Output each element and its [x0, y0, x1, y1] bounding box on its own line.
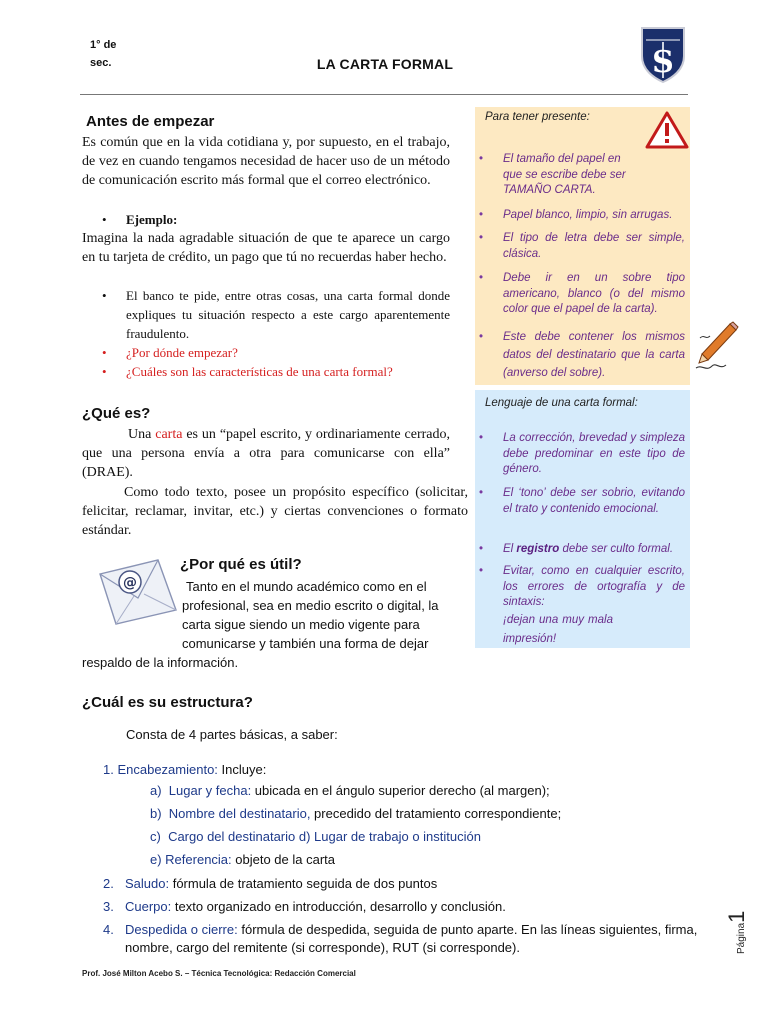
- grade-line-2: sec.: [90, 57, 112, 69]
- structure-item-1: [103, 761, 683, 779]
- item-1-text: Incluye:: [217, 762, 267, 777]
- why-paragraph: [82, 577, 468, 672]
- grade-line-1: 1° de: [90, 39, 117, 51]
- structure-sub-b: [150, 805, 690, 823]
- pencil-writing-icon: [694, 318, 740, 374]
- intro-paragraph-2: Imagina la nada agradable situación de que te aparece un cargo en tu tarjeta de crédito, un pago que tú no recuerdas haber hecho.: [82, 231, 450, 265]
- item-4-text: fórmula de despedida, seguida de punto aparte. En las líneas siguientes, firma, nombre, cargo del remitente (si corresponde), RUT (si corresponde).: [125, 922, 698, 955]
- language-item-2-text: El ‘tono’ debe ser sobrio, evitando el trato y contenido emocional.: [503, 487, 685, 515]
- sub-a-label: Lugar y fecha:: [168, 783, 252, 798]
- grade-label: [90, 36, 140, 72]
- item-1-number: 1.: [103, 762, 114, 777]
- sub-a-marker: a): [150, 783, 169, 798]
- language-item-4-text: [503, 564, 685, 649]
- item-2-text: fórmula de tratamiento seguida de dos puntos: [169, 876, 438, 891]
- structure-sub-a: [150, 782, 690, 800]
- svg-text:S: S: [652, 45, 674, 80]
- sub-e-text: objeto de la carta: [231, 852, 336, 867]
- note-box-present-heading: Para tener presente:: [485, 111, 590, 123]
- what-paragraph-1: [82, 425, 450, 482]
- page-label: Página: [736, 922, 747, 954]
- section-intro-title: Antes de empezar: [86, 113, 215, 130]
- sub-b-marker: b): [150, 806, 169, 821]
- what-p1-after: es un “papel escrito, y ordinariamente cerrado, que una persona envía a otra para comunicarse con ella” (DRAE).: [82, 427, 450, 480]
- svg-text:@: @: [123, 575, 137, 591]
- footer-credit: Prof. José Milton Acebo S. – Técnica Tecnológica: Redacción Comercial: [82, 969, 356, 978]
- page-title: LA CARTA FORMAL: [316, 56, 454, 72]
- why-text-wrap-spacer: [82, 577, 182, 653]
- structure-item-4: [103, 921, 700, 957]
- item-3-label: Cuerpo:: [125, 899, 172, 914]
- section-what-title: ¿Qué es?: [82, 405, 151, 422]
- note-box-language-heading: Lenguaje de una carta formal:: [485, 397, 638, 409]
- page-number-rotated: [724, 900, 754, 954]
- item-4-label: Despedida o cierre:: [125, 922, 238, 937]
- bullet-bank-text: El banco te pide, entre otras cosas, una carta formal donde expliques tu situación respecto a este cargo aparentemente fraudulento.: [126, 288, 450, 341]
- why-text: Tanto en el mundo académico como en el profesional, sea en medio escrito o digital, la carta sigue siendo un medio vigente para comunicarse y también una forma de dejar respaldo de la información.: [82, 579, 439, 670]
- question-2-text: ¿Cuáles son las características de una carta formal?: [126, 364, 393, 379]
- language-item-1-text: La corrección, brevedad y simpleza debe predominar en este tipo de género.: [503, 432, 685, 475]
- item-2-number: 2.: [103, 876, 114, 891]
- structure-sub-e: [150, 851, 690, 869]
- structure-item-3: [103, 898, 683, 916]
- page-number: [724, 900, 754, 954]
- sub-b-text: precedido del tratamiento correspondiente;: [310, 806, 562, 821]
- item-4-number: 4.: [103, 922, 114, 937]
- language-item-3-text: [503, 542, 685, 558]
- language-item-3-bold: registro: [516, 543, 560, 555]
- structure-item-2: [103, 875, 683, 893]
- school-shield-logo: [640, 26, 686, 84]
- bullet-example-label: Ejemplo:: [126, 212, 178, 227]
- header-divider: [80, 94, 688, 95]
- note-box-present: Para tener presente: • El tamaño del papel en que se escribe debe ser TAMAÑO CARTA. • Papel blanco, limpio, sin arrugas. • El tipo de letra debe ser simple, clásica. • Debe ir en un sobre tipo americano, blanco (o del mismo color que el papel de la carta). • Este debe contener los mismos datos del destinatario que la carta (anverso del sobre).: [475, 107, 690, 385]
- what-p1-before: Una: [128, 427, 156, 442]
- language-item-3-after: debe ser culto formal.: [559, 543, 674, 555]
- section-structure-title: ¿Cuál es su estructura?: [82, 694, 253, 711]
- warning-icon: [645, 110, 689, 150]
- what-paragraph-2: Como todo texto, posee un propósito específico (solicitar, felicitar, reclamar, invitar, etc.) y ciertas convenciones o formato estándar.: [82, 485, 468, 538]
- structure-intro: Consta de 4 partes básicas, a saber:: [126, 727, 338, 742]
- present-item-4-text: Debe ir en un sobre tipo americano, blanco (o del mismo color que el papel de la carta).: [503, 272, 685, 315]
- sub-c-text: Cargo del destinatario d) Lugar de trabajo o institución: [168, 829, 481, 844]
- note-box-language: Lenguaje de una carta formal: • La corrección, brevedad y simpleza debe predominar en este tipo de género. • El ‘tono’ debe ser sobrio, evitando el trato y contenido emocional. • El registro debe ser culto formal. • Evitar, como en cualquier escrito, los errores de ortografía y de sintaxis: ¡dejan una muy mala impresión!: [475, 390, 690, 648]
- language-item-3-before: El: [503, 543, 517, 555]
- page-number-value: 1: [724, 910, 749, 923]
- sub-b-label: Nombre del destinatario,: [168, 806, 311, 821]
- item-1-label: Encabezamiento:: [117, 762, 218, 777]
- section-why-title: ¿Por qué es útil?: [180, 556, 302, 573]
- sub-a-text: ubicada en el ángulo superior derecho (al margen);: [251, 783, 550, 798]
- sub-e-label: e) Referencia:: [150, 852, 232, 867]
- present-item-2-text: Papel blanco, limpio, sin arrugas.: [503, 209, 673, 221]
- structure-sub-c: [150, 828, 690, 846]
- item-2-label: Saludo:: [125, 876, 170, 891]
- language-item-4-exclaim: ¡dejan una muy mala impresión!: [503, 613, 613, 645]
- sub-c-marker: c): [150, 829, 169, 844]
- present-item-5-text: Este debe contener los mismos datos del destinatario que la carta (anverso del sobre).: [503, 331, 685, 379]
- item-3-number: 3.: [103, 899, 114, 914]
- intro-paragraph-1: Es común que en la vida cotidiana y, por supuesto, en el trabajo, de vez en cuando tengamos necesidad de hacer uso de un método de comunicación escrito más formal que el correo electrónico.: [82, 135, 450, 188]
- present-item-1-text: El tamaño del papel en que se escribe debe ser TAMAÑO CARTA.: [503, 153, 626, 196]
- item-3-text: texto organizado en introducción, desarrollo y conclusión.: [171, 899, 506, 914]
- present-item-3-text: El tipo de letra debe ser simple, clásica.: [503, 232, 685, 260]
- language-item-4-main: Evitar, como en cualquier escrito, los errores de ortografía y de sintaxis:: [503, 565, 685, 608]
- what-p1-highlight: carta: [155, 427, 183, 442]
- question-1-text: ¿Por dónde empezar?: [126, 345, 238, 360]
